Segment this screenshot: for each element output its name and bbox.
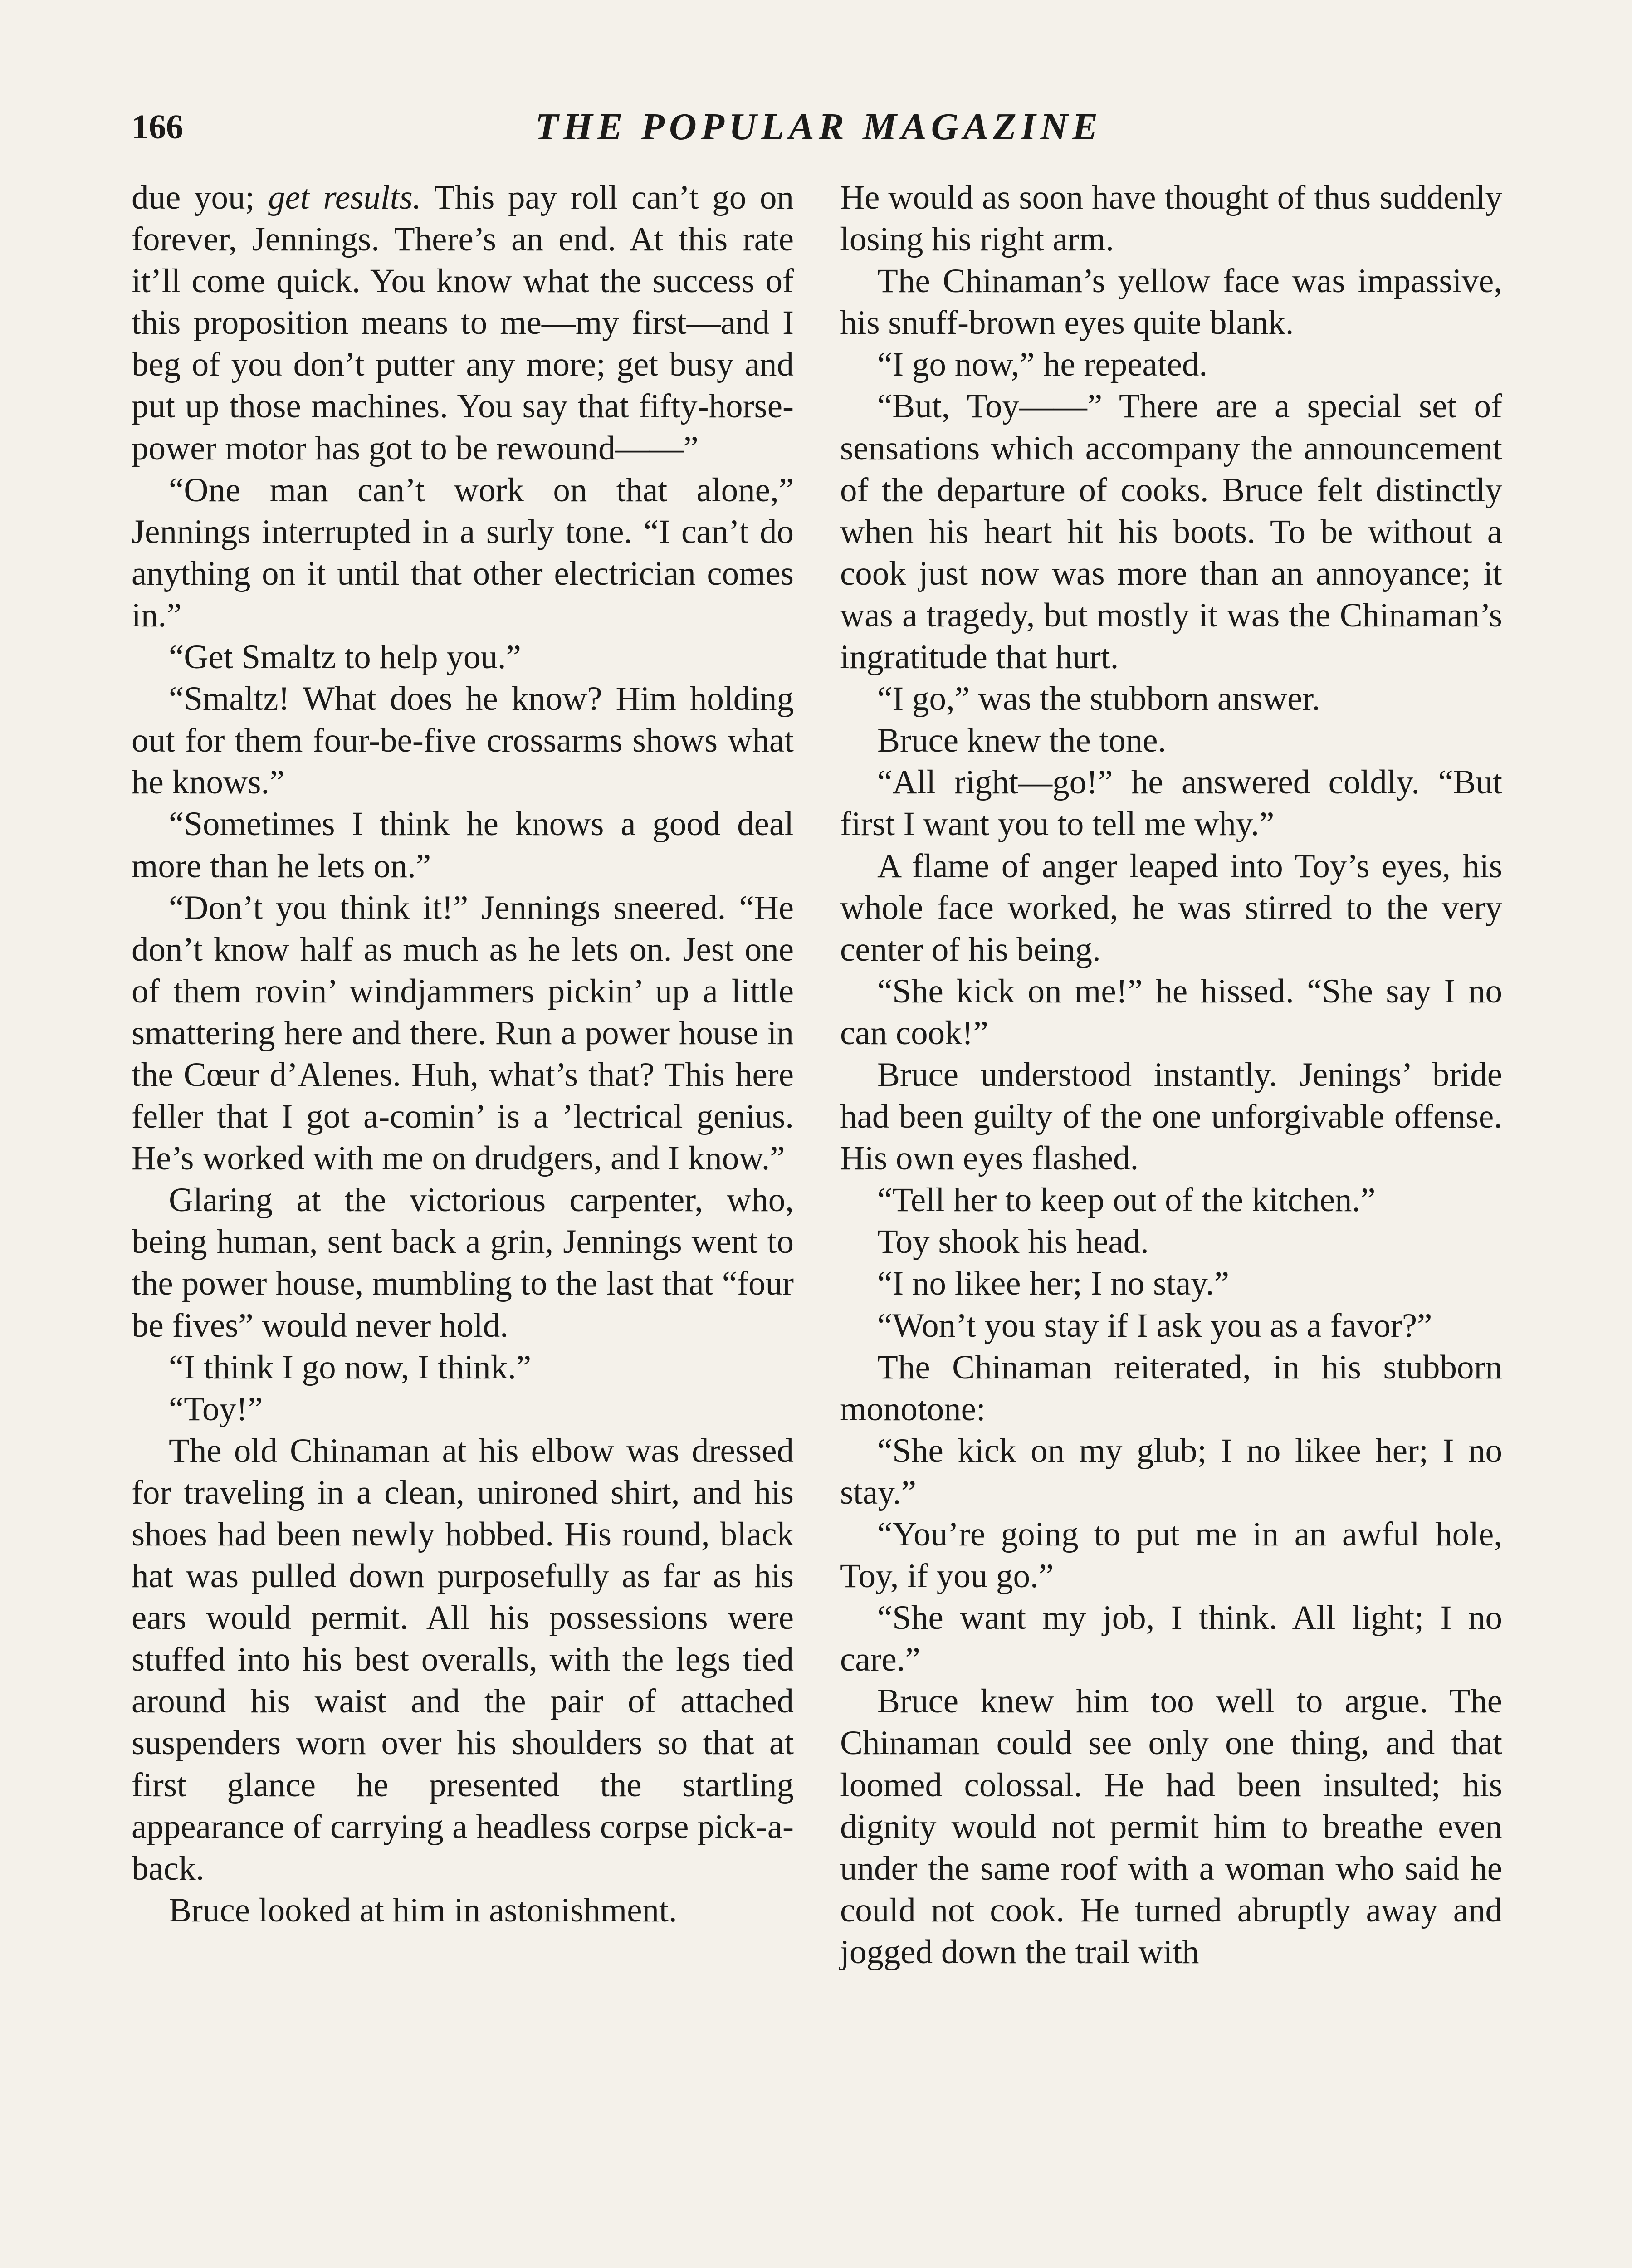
paragraph bbox=[840, 720, 1502, 762]
text-run: “I no likee her; I no stay.” bbox=[877, 1265, 1230, 1303]
paragraph bbox=[840, 1305, 1502, 1347]
paragraph bbox=[132, 1179, 794, 1346]
text-run: “All right—go!” he answered coldly. “But first I want you to tell me why.” bbox=[840, 763, 1502, 843]
text-run: He would as soon have thought of thus suddenly losing his right arm. bbox=[840, 179, 1502, 259]
text-run: “She want my job, I think. All light; I no care.” bbox=[840, 1599, 1502, 1679]
paragraph bbox=[840, 1597, 1502, 1681]
text-run: Glaring at the victorious carpenter, who, being human, sent back a grin, Jennings went to the power house, mumbling to the last that “four be fives” would never hold. bbox=[132, 1181, 794, 1344]
paragraph bbox=[840, 1221, 1502, 1263]
left-text-column bbox=[132, 177, 794, 1931]
text-run: Bruce knew him too well to argue. The Chinaman could see only one thing, and that loomed colossal. He had been insulted; his dignity would not permit him to breathe even under the same roof with a woman who said he could not cook. He turned abruptly away and jogged down the trail with bbox=[840, 1682, 1502, 1971]
text-run: Toy shook his head. bbox=[877, 1223, 1149, 1261]
paragraph bbox=[840, 260, 1502, 344]
text-run: “Tell her to keep out of the kitchen.” bbox=[877, 1181, 1376, 1219]
italic-text: get results. bbox=[268, 179, 421, 216]
paragraph bbox=[840, 1514, 1502, 1597]
text-run: “Get Smaltz to help you.” bbox=[169, 638, 521, 676]
paragraph bbox=[840, 1430, 1502, 1514]
text-run: The Chinaman reiterated, in his stubborn monotone: bbox=[840, 1348, 1502, 1428]
text-run: The Chinaman’s yellow face was impassive, his snuff-brown eyes quite blank. bbox=[840, 262, 1502, 342]
paragraph bbox=[840, 1681, 1502, 1973]
paragraph bbox=[840, 678, 1502, 720]
paragraph bbox=[132, 469, 794, 636]
text-run: A flame of anger leaped into Toy’s eyes, his whole face worked, he was stirred to the very center of his being. bbox=[840, 847, 1502, 968]
paragraph bbox=[132, 1890, 794, 1931]
text-run: “Won’t you stay if I ask you as a favor?” bbox=[877, 1306, 1432, 1344]
paragraph bbox=[132, 1347, 794, 1388]
text-run: “You’re going to put me in an awful hole, Toy, if you go.” bbox=[840, 1515, 1502, 1595]
text-run: “I think I go now, I think.” bbox=[169, 1348, 532, 1386]
paragraph bbox=[132, 177, 794, 469]
paragraph bbox=[132, 1388, 794, 1430]
paragraph bbox=[840, 971, 1502, 1054]
paragraph bbox=[132, 678, 794, 803]
text-run: Bruce understood instantly. Jenings’ bride had been guilty of the one unforgivable offense. His own eyes flashed. bbox=[840, 1056, 1502, 1178]
text-run: “One man can’t work on that alone,” Jennings interrupted in a surly tone. “I can’t do anything on it until that other electrician comes in.” bbox=[132, 471, 794, 634]
page-header bbox=[132, 102, 1506, 152]
paragraph bbox=[132, 636, 794, 678]
text-run: “She kick on me!” he hissed. “She say I no can cook!” bbox=[840, 972, 1502, 1052]
paragraph bbox=[840, 1263, 1502, 1305]
page-number: 166 bbox=[132, 108, 183, 146]
paragraph bbox=[840, 344, 1502, 386]
text-run: Bruce knew the tone. bbox=[877, 722, 1167, 760]
text-run: “But, Toy——” There are a special set of sensations which accompany the announcement of the departure of cooks. Bruce felt distinctly when his heart hit his boots. To be without a cook just now was more than an annoyance; it was a tragedy, but mostly it was the Chinaman’s ingratitude that hurt. bbox=[840, 387, 1502, 676]
paragraph bbox=[840, 1347, 1502, 1430]
text-run: “Don’t you think it!” Jennings sneered. “He don’t know half as much as he lets on. Jest one of them rovin’ windjammers pickin’ up a little smattering here and there. Run a power house in the Cœur d’Alenes. Huh, what’s that? This here feller that I got a-comin’ is a ’lectrical genius. He’s worked with me on drudgers, and I know.” bbox=[132, 889, 794, 1178]
paragraph bbox=[132, 803, 794, 887]
text-run: “She kick on my glub; I no likee her; I no stay.” bbox=[840, 1432, 1502, 1511]
paragraph bbox=[840, 762, 1502, 845]
running-title: THE POPULAR MAGAZINE bbox=[535, 106, 1103, 148]
paragraph bbox=[132, 887, 794, 1180]
right-text-column bbox=[840, 177, 1502, 1973]
text-run: “Toy!” bbox=[169, 1390, 263, 1428]
paragraph bbox=[840, 177, 1502, 260]
paragraph bbox=[840, 1179, 1502, 1221]
text-run: “Smaltz! What does he know? Him holding out for them four-be-five crossarms shows what he knows.” bbox=[132, 680, 794, 802]
text-run: “Sometimes I think he knows a good deal more than he lets on.” bbox=[132, 805, 794, 885]
paragraph bbox=[840, 386, 1502, 678]
text-run: “I go,” was the stubborn answer. bbox=[877, 680, 1320, 718]
paragraph bbox=[132, 1430, 794, 1890]
text-run: “I go now,” he repeated. bbox=[877, 346, 1208, 384]
paragraph bbox=[840, 1054, 1502, 1179]
text-run: due you; bbox=[132, 179, 269, 216]
text-run: Bruce looked at him in astonishment. bbox=[169, 1891, 677, 1929]
text-run: This pay roll can’t go on forever, Jennings. There’s an end. At this rate it’ll come quick. You know what the success of this proposition means to me—my first—and I beg of you don’t putter any more; get busy and put up those machines. You say that fifty-horse-power motor has got to be rewound——” bbox=[132, 179, 794, 467]
text-run: The old Chinaman at his elbow was dressed for traveling in a clean, unironed shirt, and his shoes had been newly hobbed. His round, black hat was pulled down purposefully as far as his ears would permit. All his possessions were stuffed into his best overalls, with the legs tied around his waist and the pair of attached suspenders worn over his shoulders so that at first glance he presented the startling appearance of carrying a headless corpse pick-a-back. bbox=[132, 1432, 794, 1887]
paragraph bbox=[840, 846, 1502, 971]
